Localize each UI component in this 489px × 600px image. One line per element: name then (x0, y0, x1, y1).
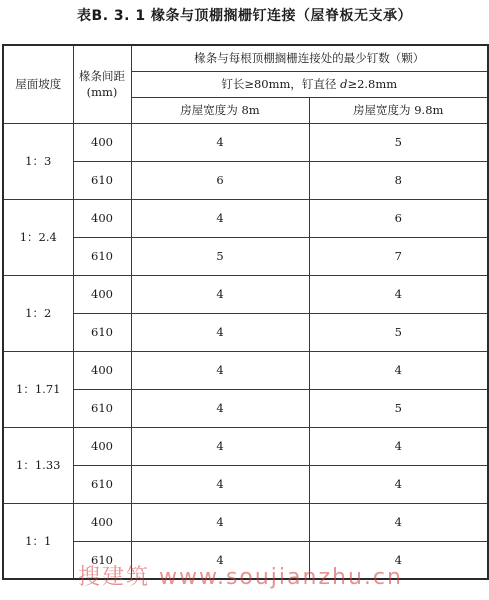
header-spacing (73, 45, 131, 123)
nails-8m-cell: 4 (131, 123, 309, 161)
nails-9-8m-cell: 4 (309, 541, 488, 579)
header-spacing-label: 椽条间距 (79, 69, 125, 84)
nails-9-8m-cell: 5 (309, 313, 488, 351)
table-row (3, 503, 488, 541)
nails-8m-cell: 4 (131, 389, 309, 427)
spacing-cell: 400 (73, 123, 131, 161)
header-nail-spec (131, 71, 488, 97)
spacing-cell: 610 (73, 313, 131, 351)
spacing-cell: 400 (73, 351, 131, 389)
spacing-cell: 400 (73, 427, 131, 465)
table-row (3, 313, 488, 351)
header-nails-group: 椽条与每根顶棚搁栅连接处的最少钉数（颗） (131, 45, 488, 71)
nails-8m-cell: 4 (131, 199, 309, 237)
nails-9-8m-cell: 5 (309, 123, 488, 161)
header-slope: 屋面坡度 (3, 45, 73, 123)
table-row (3, 237, 488, 275)
header-spacing-unit: (mm) (86, 85, 118, 100)
spacing-cell: 400 (73, 199, 131, 237)
table-title: 表B. 3. 1 椽条与顶棚搁栅钉连接（屋脊板无支承） (77, 8, 412, 24)
slope-cell: 1：3 (3, 123, 73, 199)
table-row (3, 161, 488, 199)
spacing-cell: 610 (73, 541, 131, 579)
spacing-cell: 400 (73, 503, 131, 541)
spacing-cell: 400 (73, 275, 131, 313)
nails-9-8m-cell: 4 (309, 351, 488, 389)
nails-8m-cell: 4 (131, 541, 309, 579)
nails-8m-cell: 4 (131, 503, 309, 541)
nails-9-8m-cell: 4 (309, 503, 488, 541)
nails-9-8m-cell: 8 (309, 161, 488, 199)
nails-8m-cell: 4 (131, 313, 309, 351)
nails-8m-cell: 5 (131, 237, 309, 275)
nails-8m-cell: 4 (131, 465, 309, 503)
nails-8m-cell: 4 (131, 427, 309, 465)
table-row (3, 123, 488, 161)
nails-8m-cell: 4 (131, 275, 309, 313)
spacing-cell: 610 (73, 161, 131, 199)
table-row (3, 389, 488, 427)
slope-cell: 1：2 (3, 275, 73, 351)
table-header (3, 45, 488, 123)
slope-cell: 1：1 (3, 503, 73, 579)
nail-spec-d: d (340, 77, 348, 91)
nail-spec-pre: 钉长≥80mm，钉直径 (221, 77, 341, 91)
table-row (3, 465, 488, 503)
slope-cell: 1：1.33 (3, 427, 73, 503)
table-body (3, 123, 488, 579)
header-width-8: 房屋宽度为 8m (131, 97, 309, 123)
nails-9-8m-cell: 4 (309, 275, 488, 313)
spacing-cell: 610 (73, 389, 131, 427)
table-row (3, 199, 488, 237)
table-row (3, 541, 488, 579)
slope-cell: 1：2.4 (3, 199, 73, 275)
nails-9-8m-cell: 6 (309, 199, 488, 237)
table-row (3, 351, 488, 389)
spec-table (2, 44, 489, 580)
nail-spec-post: ≥2.8mm (347, 77, 398, 91)
table-row (3, 427, 488, 465)
nails-8m-cell: 6 (131, 161, 309, 199)
table-row (3, 275, 488, 313)
header-width-98: 房屋宽度为 9.8m (309, 97, 488, 123)
nails-9-8m-cell: 7 (309, 237, 488, 275)
nails-9-8m-cell: 4 (309, 465, 488, 503)
spacing-cell: 610 (73, 237, 131, 275)
nails-8m-cell: 4 (131, 351, 309, 389)
nails-9-8m-cell: 5 (309, 389, 488, 427)
nails-9-8m-cell: 4 (309, 427, 488, 465)
slope-cell: 1：1.71 (3, 351, 73, 427)
spacing-cell: 610 (73, 465, 131, 503)
watermark: 搜建筑 www.soujianzhu.cn (78, 565, 403, 590)
